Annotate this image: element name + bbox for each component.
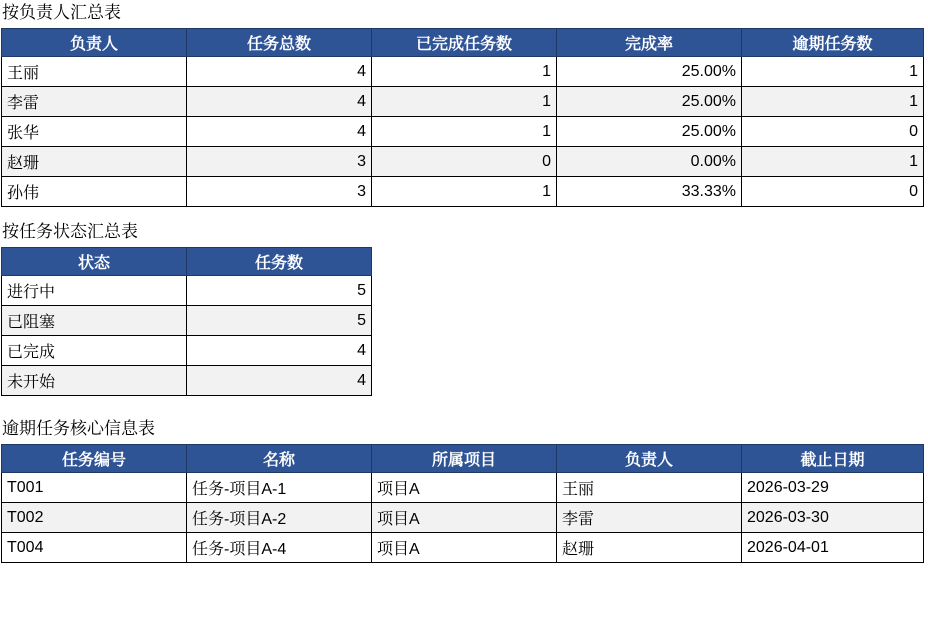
cell-overdue-tasks: 1	[742, 147, 924, 177]
overdue-tasks-table	[1, 444, 924, 563]
overdue-tasks-title: 逾期任务核心信息表	[2, 419, 155, 438]
table-row	[2, 177, 924, 207]
column-header-owner: 负责人	[557, 445, 742, 473]
cell-completed-tasks: 1	[372, 87, 557, 117]
cell-project: 项目A	[372, 503, 557, 533]
table-row	[2, 57, 924, 87]
cell-owner: 李雷	[557, 503, 742, 533]
table-row	[2, 87, 924, 117]
table-row	[2, 117, 924, 147]
table-header-row	[2, 29, 924, 57]
table-header-row	[2, 248, 372, 276]
owner-summary-title: 按负责人汇总表	[2, 3, 121, 22]
cell-status: 已完成	[2, 336, 187, 366]
column-header-task-name: 名称	[187, 445, 372, 473]
cell-total-tasks: 3	[187, 147, 372, 177]
cell-task-count: 4	[187, 366, 372, 396]
table-row	[2, 503, 924, 533]
cell-total-tasks: 4	[187, 87, 372, 117]
table-row	[2, 147, 924, 177]
cell-owner: 王丽	[557, 473, 742, 503]
cell-total-tasks: 4	[187, 57, 372, 87]
cell-due-date: 2026-03-29	[742, 473, 924, 503]
table-row	[2, 473, 924, 503]
cell-completed-tasks: 1	[372, 57, 557, 87]
cell-status: 未开始	[2, 366, 187, 396]
cell-completion-rate: 25.00%	[557, 117, 742, 147]
column-header-owner: 负责人	[2, 29, 187, 57]
column-header-completed-tasks: 已完成任务数	[372, 29, 557, 57]
cell-status: 进行中	[2, 276, 187, 306]
cell-owner: 孙伟	[2, 177, 187, 207]
column-header-status: 状态	[2, 248, 187, 276]
section-spacer	[0, 396, 928, 418]
column-header-due-date: 截止日期	[742, 445, 924, 473]
cell-task-id: T004	[2, 533, 187, 563]
cell-project: 项目A	[372, 473, 557, 503]
column-header-project: 所属项目	[372, 445, 557, 473]
cell-completed-tasks: 1	[372, 177, 557, 207]
column-header-task-count: 任务数	[187, 248, 372, 276]
cell-task-name: 任务-项目A-1	[187, 473, 372, 503]
cell-overdue-tasks: 0	[742, 117, 924, 147]
cell-completed-tasks: 1	[372, 117, 557, 147]
cell-owner: 张华	[2, 117, 187, 147]
cell-completion-rate: 33.33%	[557, 177, 742, 207]
cell-completion-rate: 25.00%	[557, 87, 742, 117]
column-header-completion-rate: 完成率	[557, 29, 742, 57]
cell-due-date: 2026-03-30	[742, 503, 924, 533]
status-summary-title: 按任务状态汇总表	[2, 222, 138, 241]
cell-owner: 赵珊	[2, 147, 187, 177]
table-row	[2, 533, 924, 563]
cell-task-count: 5	[187, 306, 372, 336]
section-spacer	[0, 207, 928, 221]
table-header-row	[2, 445, 924, 473]
cell-overdue-tasks: 1	[742, 87, 924, 117]
cell-owner: 赵珊	[557, 533, 742, 563]
cell-task-name: 任务-项目A-2	[187, 503, 372, 533]
cell-task-count: 5	[187, 276, 372, 306]
cell-task-id: T002	[2, 503, 187, 533]
cell-total-tasks: 3	[187, 177, 372, 207]
table-row	[2, 366, 372, 396]
owner-summary-table	[1, 28, 924, 207]
cell-owner: 李雷	[2, 87, 187, 117]
cell-task-id: T001	[2, 473, 187, 503]
cell-due-date: 2026-04-01	[742, 533, 924, 563]
cell-owner: 王丽	[2, 57, 187, 87]
cell-completion-rate: 25.00%	[557, 57, 742, 87]
column-header-task-id: 任务编号	[2, 445, 187, 473]
table-row	[2, 276, 372, 306]
status-summary-table	[1, 247, 372, 396]
cell-total-tasks: 4	[187, 117, 372, 147]
cell-completed-tasks: 0	[372, 147, 557, 177]
table-row	[2, 306, 372, 336]
column-header-overdue-tasks: 逾期任务数	[742, 29, 924, 57]
cell-task-name: 任务-项目A-4	[187, 533, 372, 563]
cell-task-count: 4	[187, 336, 372, 366]
cell-status: 已阻塞	[2, 306, 187, 336]
cell-overdue-tasks: 1	[742, 57, 924, 87]
column-header-total-tasks: 任务总数	[187, 29, 372, 57]
cell-project: 项目A	[372, 533, 557, 563]
cell-overdue-tasks: 0	[742, 177, 924, 207]
table-row	[2, 336, 372, 366]
cell-completion-rate: 0.00%	[557, 147, 742, 177]
